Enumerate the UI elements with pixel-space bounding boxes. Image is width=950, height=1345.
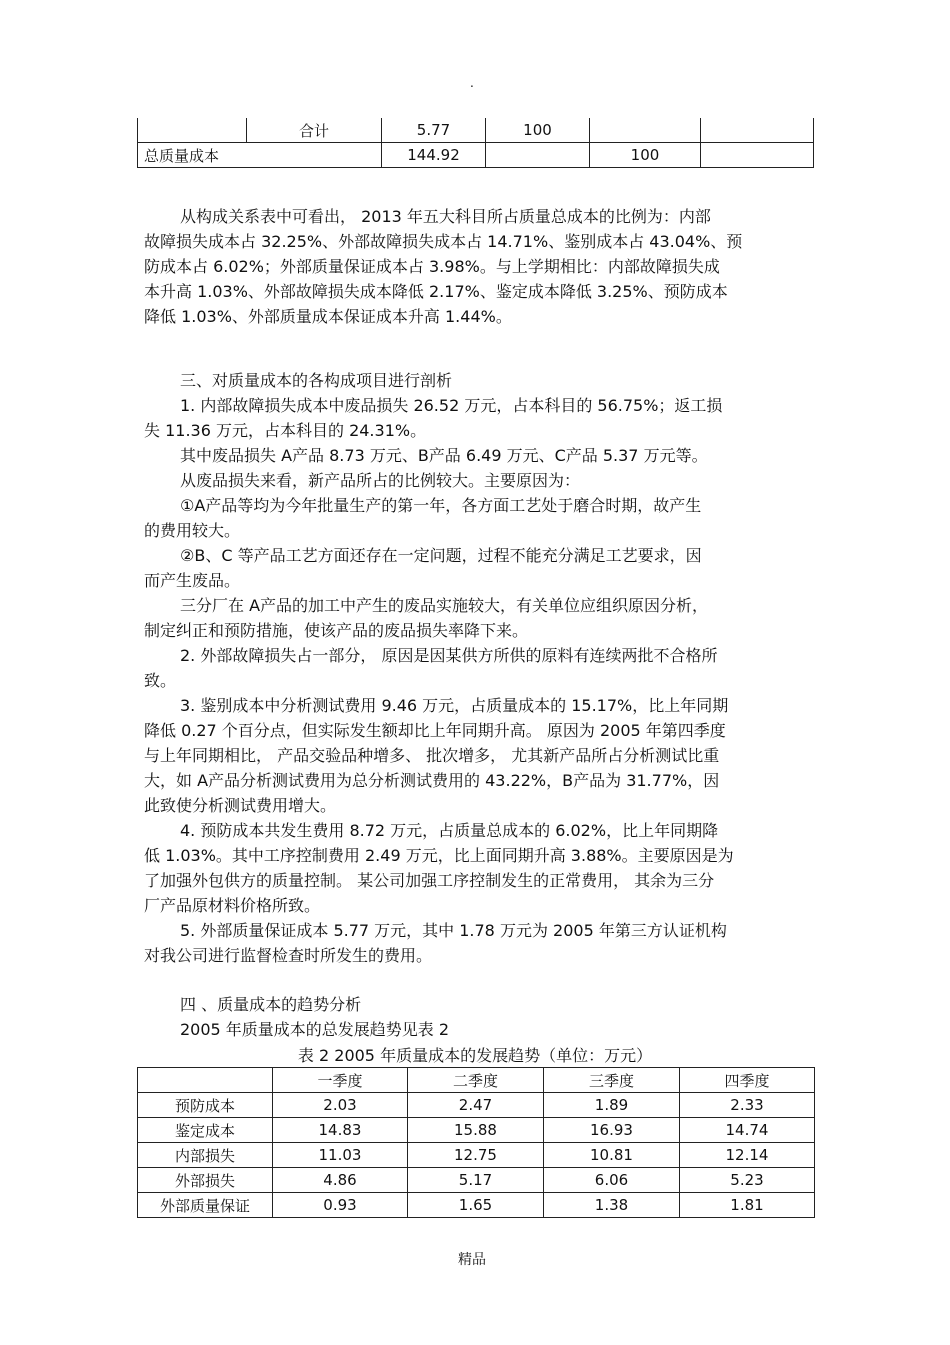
section-heading: 三、对质量成本的各构成项目进行剖析: [180, 371, 453, 390]
row-label: 预防成本: [138, 1093, 273, 1118]
row-label: 外部损失: [138, 1168, 273, 1193]
header-cell: 四季度: [680, 1068, 815, 1093]
text-line: 制定纠正和预防措施，使该产品的废品损失率降下来。: [144, 621, 529, 640]
row-label: 内部损失: [138, 1143, 273, 1168]
text-line: 致。: [144, 671, 177, 690]
table-row: [138, 1168, 815, 1193]
text-line: 大，如 A产品分析测试费用为总分析测试费用的 43.22%，B产品为 31.77%，因: [144, 771, 720, 790]
table-cell: 12.14: [680, 1143, 815, 1168]
table-cell: 16.93: [544, 1118, 680, 1143]
text-line: 降低 1.03%、外部质量成本保证成本升高 1.44%。: [144, 307, 512, 326]
table-cell: 2.47: [408, 1093, 544, 1118]
text-line: ②B、C 等产品工艺方面还存在一定问题，过程不能充分满足工艺要求，因: [180, 546, 702, 565]
header-cell: 二季度: [408, 1068, 544, 1093]
text-line: 了加强外包供方的质量控制。 某公司加强工序控制发生的正常费用， 其余为三分: [144, 871, 715, 890]
table-cell: 0.93: [273, 1193, 408, 1218]
text-line: 低 1.03%。其中工序控制费用 2.49 万元，比上面同期升高 3.88%。主要原因是为: [144, 846, 734, 865]
table-cell: 6.06: [544, 1168, 680, 1193]
text-line: 对我公司进行监督检查时所发生的费用。: [144, 946, 433, 965]
text-line: 三分厂在 A产品的加工中产生的废品实施较大，有关单位应组织原因分析，: [180, 596, 709, 615]
table-caption: 表 2 2005 年质量成本的发展趋势（单位：万元）: [297, 1046, 653, 1065]
table-cell: 1.89: [544, 1093, 680, 1118]
page-footer: 精品: [458, 1252, 486, 1268]
table-cell: 100: [486, 118, 590, 143]
text-line: ①A产品等均为今年批量生产的第一年，各方面工艺处于磨合时期，故产生: [180, 496, 702, 515]
composition-table-fragment: [137, 118, 814, 168]
table-row: [138, 1093, 815, 1118]
section-heading: 四 、质量成本的趋势分析: [180, 995, 362, 1014]
text-line: 1. 内部故障损失成本中废品损失 26.52 万元，占本科目的 56.75%；返工损: [180, 396, 723, 415]
table-row: [138, 143, 814, 168]
text-line: 此致使分析测试费用增大。: [144, 796, 337, 815]
row-label: 外部质量保证: [138, 1193, 273, 1218]
table-row: [138, 1193, 815, 1218]
trend-table: [137, 1067, 815, 1218]
table-cell: 5.17: [408, 1168, 544, 1193]
table-cell: 5.23: [680, 1168, 815, 1193]
text-line: 4. 预防成本共发生费用 8.72 万元，占质量总成本的 6.02%，比上年同期降: [180, 821, 719, 840]
text-line: 3. 鉴别成本中分析测试费用 9.46 万元，占质量成本的 15.17%，比上年同期: [180, 696, 729, 715]
table-cell: 14.83: [273, 1118, 408, 1143]
header-cell: 一季度: [273, 1068, 408, 1093]
table-cell: 12.75: [408, 1143, 544, 1168]
table-cell: [138, 118, 247, 143]
table-cell: 1.38: [544, 1193, 680, 1218]
text-line: 的费用较大。: [144, 521, 241, 540]
table-cell: 5.77: [382, 118, 486, 143]
table-row: [138, 118, 814, 143]
text-line: 本升高 1.03%、外部故障损失成本降低 2.17%、鉴定成本降低 3.25%、预防成本: [144, 282, 728, 301]
table-cell: 10.81: [544, 1143, 680, 1168]
header-cell: 三季度: [544, 1068, 680, 1093]
table-cell: [701, 118, 814, 143]
table-row: [138, 1118, 815, 1143]
table-cell: 15.88: [408, 1118, 544, 1143]
summary-paragraph: [144, 204, 824, 329]
table-cell: 100: [590, 143, 701, 168]
table-cell: 11.03: [273, 1143, 408, 1168]
table-cell: 144.92: [382, 143, 486, 168]
header-cell: [138, 1068, 273, 1093]
text-line: 从构成关系表中可看出， 2013 年五大科目所占质量总成本的比例为：内部: [180, 207, 711, 226]
table-cell: 2.33: [680, 1093, 815, 1118]
text-line: 从废品损失来看，新产品所占的比例较大。主要原因为：: [180, 471, 581, 490]
table-cell: 14.74: [680, 1118, 815, 1143]
table-row: [138, 1143, 815, 1168]
row-label: 鉴定成本: [138, 1118, 273, 1143]
table-cell: [590, 118, 701, 143]
text-line: 失 11.36 万元，占本科目的 24.31%。: [144, 421, 427, 440]
header-mark: .: [470, 76, 474, 90]
table-header-row: [138, 1068, 815, 1093]
table-cell: 2.03: [273, 1093, 408, 1118]
table-cell: [701, 143, 814, 168]
text-line: 故障损失成本占 32.25%、外部故障损失成本占 14.71%、鉴别成本占 43.04%、预: [144, 232, 743, 251]
table-cell: 总质量成本: [138, 143, 382, 168]
text-line: 厂产品原材料价格所致。: [144, 896, 321, 915]
table-cell: 4.86: [273, 1168, 408, 1193]
table-cell: 1.81: [680, 1193, 815, 1218]
text-line: 2. 外部故障损失占一部分， 原因是因某供方所供的原料有连续两批不合格所: [180, 646, 718, 665]
text-line: 降低 0.27 个百分点，但实际发生额却比上年同期升高。 原因为 2005 年第四季度: [144, 721, 726, 740]
text-line: 防成本占 6.02%；外部质量保证成本占 3.98%。与上学期相比：内部故障损失成: [144, 257, 720, 276]
text-line: 5. 外部质量保证成本 5.77 万元，其中 1.78 万元为 2005 年第三方认证机构: [180, 921, 727, 940]
text-line: 而产生废品。: [144, 571, 241, 590]
text-line: 2005 年质量成本的总发展趋势见表 2: [180, 1020, 450, 1039]
table-cell: [486, 143, 590, 168]
section-4: [144, 992, 824, 1042]
section-3: [144, 368, 824, 968]
text-line: 其中废品损失 A产品 8.73 万元、B产品 6.49 万元、C产品 5.37 万元等。: [180, 446, 708, 465]
text-line: 与上年同期相比， 产品交验品种增多、 批次增多， 尤其新产品所占分析测试比重: [144, 746, 720, 765]
table-cell: 合计: [247, 118, 382, 143]
table-cell: 1.65: [408, 1193, 544, 1218]
